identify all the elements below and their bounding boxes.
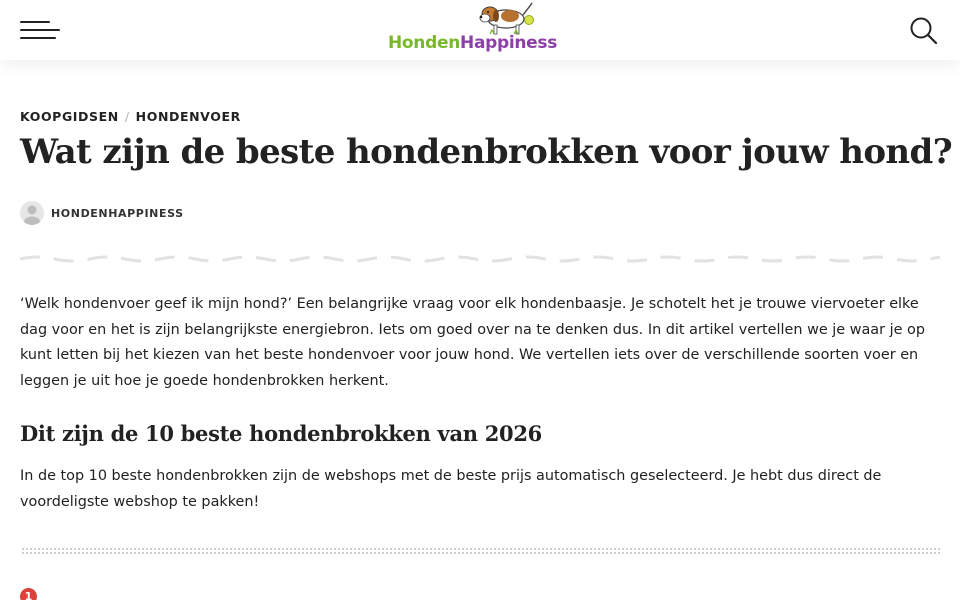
section-text: In de top 10 beste hondenbrokken zijn de webshops met de beste prijs automatisch geselecteerd. Je hebt dus direct de voordeligste webshop te pakken!: [20, 468, 882, 510]
dotted-divider: [22, 548, 940, 554]
author-name[interactable]: HONDENHAPPINESS: [51, 206, 184, 220]
page-title: Wat zijn de beste hondenbrokken voor jouw hond?: [20, 132, 953, 172]
breadcrumb-separator: /: [124, 109, 130, 124]
rank-badge: 1: [20, 588, 37, 600]
search-icon[interactable]: [908, 15, 940, 47]
breadcrumb-koopgidsen[interactable]: KOOPGIDSEN: [20, 109, 119, 124]
author-meta: [20, 200, 184, 226]
article-intro: ‘Welk hondenvoer geef ik mijn hond?’ Een belangrijke vraag voor elk hondenbaasje. Je schotelt het je trouwe viervoeter elke dag voor en het is zijn belangrijkste energiebron. Iets om goed over na te denken dus. In dit artikel vertellen we je waar je op kunt letten bij het kiezen van het beste hondenvoer voor jouw hond. We vertellen iets over de verschillende soorten voer en leggen je uit hoe je goede hondenbrokken herkent.: [20, 296, 925, 389]
section-heading: Dit zijn de 10 beste hondenbrokken van 2026: [20, 421, 542, 446]
breadcrumb-hondenvoer[interactable]: HONDENVOER: [135, 109, 241, 124]
wavy-divider: [20, 254, 940, 264]
hamburger-menu-icon[interactable]: [20, 19, 62, 41]
site-header: [0, 0, 960, 60]
logo-text: HondenHappiness: [388, 33, 558, 53]
avatar[interactable]: [20, 201, 44, 225]
breadcrumb: [20, 109, 241, 124]
site-logo[interactable]: [386, 0, 572, 60]
